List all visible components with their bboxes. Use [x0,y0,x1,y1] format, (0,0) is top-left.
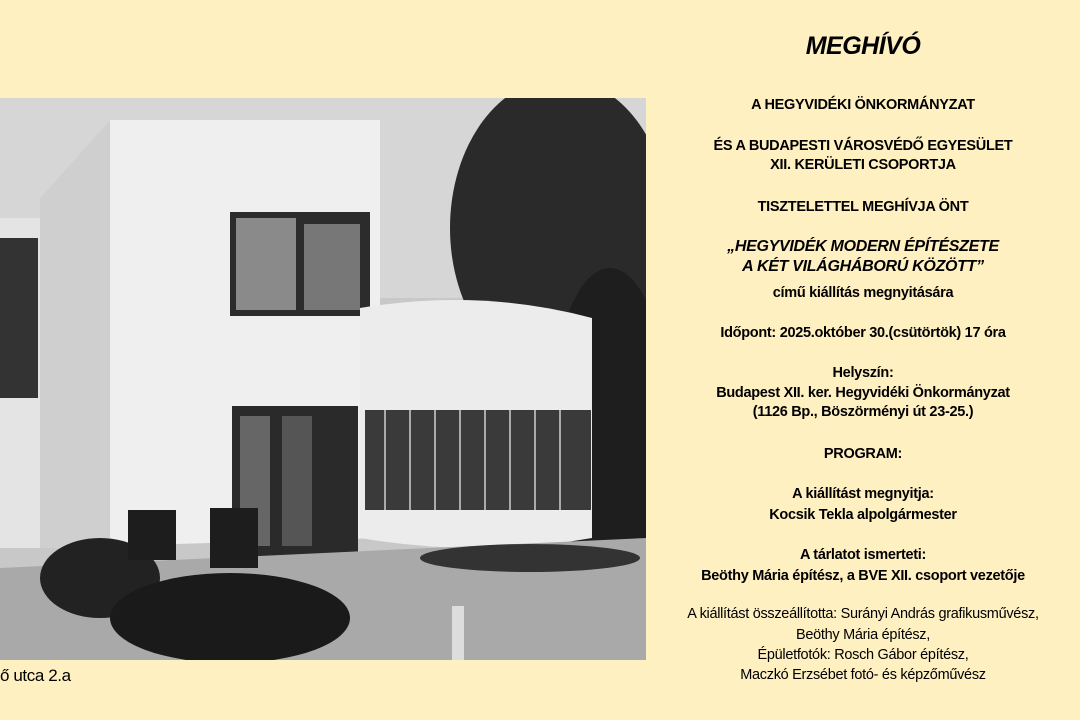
host-line: A HEGYVIDÉKI ÖNKORMÁNYZAT [751,97,975,113]
credit-line: Maczkó Erzsébet fotó- és képzőművész [740,667,986,683]
invitation-title: MEGHÍVÓ [805,32,921,60]
presenter-name: Beöthy Mária építész, a BVE XII. csoport vezetője [701,568,1025,584]
venue-name: Budapest XII. ker. Hegyvidéki Önkormányzat [716,385,1010,401]
opener-name: Kocsik Tekla alpolgármester [769,507,957,523]
exhibition-title-2: A KÉT VILÁGHÁBORÚ KÖZÖTT” [742,258,984,275]
cohost-line-2: XII. KERÜLETI CSOPORTJA [770,157,956,173]
presenter-label: A tárlatot ismerteti: [799,547,927,563]
building-photo [0,98,646,660]
cohost-line: ÉS A BUDAPESTI VÁROSVÉDŐ EGYESÜLET [713,138,1013,154]
credit-line: A kiállítást összeállította: Surányi András grafikusművész, [687,606,1039,622]
exhibition-title-1: „HEGYVIDÉK MODERN ÉPÍTÉSZETE [727,238,999,255]
photo-caption: ő utca 2.a [0,666,71,685]
opener-label: A kiállítást megnyitja: [792,486,934,502]
credit-line: Beöthy Mária építész, [796,627,930,643]
modernist-villa-image [0,98,646,660]
date-line: Időpont: 2025.október 30.(csütörtök) 17 óra [720,325,1006,341]
credit-line: Épületfotók: Rosch Gábor építész, [757,647,969,663]
exhibition-subtitle: című kiállítás megnyitására [772,285,954,301]
invite-line: TISZTELETTEL MEGHÍVJA ÖNT [757,199,969,215]
venue-address: (1126 Bp., Böszörményi út 23-25.) [752,404,974,420]
venue-label: Helyszín: [832,365,894,381]
program-heading: PROGRAM: [823,446,903,462]
